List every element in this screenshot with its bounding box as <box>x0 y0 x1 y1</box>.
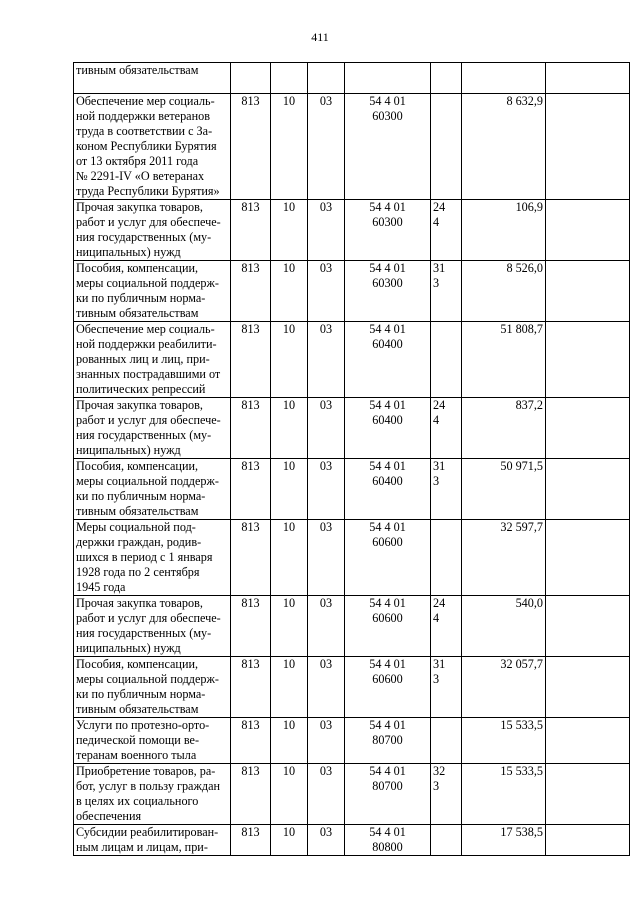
row-subsection-code-line <box>310 63 342 78</box>
row-ved-code-line: 813 <box>241 94 260 108</box>
row-name-line: ния государственных (му- <box>76 428 212 442</box>
row-target-article-line: 54 4 01 <box>369 657 406 671</box>
row-ved-code-line: 813 <box>241 322 260 336</box>
row-target-article-line: 60400 <box>372 474 403 488</box>
row-subsection-code-line: 03 <box>319 520 333 534</box>
row-name-line: бот, услуг в пользу граждан <box>76 779 221 793</box>
row-target-article-line: 54 4 01 <box>369 459 406 473</box>
row-section-code-line: 10 <box>282 322 296 336</box>
row-amount-line: 837,2 <box>515 398 543 412</box>
budget-table <box>73 62 630 856</box>
row-empty-column <box>546 63 630 94</box>
row-section-code <box>271 200 308 261</box>
row-ved-code <box>231 261 271 322</box>
row-name-line: 1928 года по 2 сентября <box>76 565 200 579</box>
row-name-line: Обеспечение мер социаль- <box>76 94 215 108</box>
row-section-code-line: 10 <box>282 718 296 732</box>
row-name-line: от 13 октября 2011 года <box>76 154 199 168</box>
row-target-article <box>345 596 431 657</box>
row-empty-column-line <box>548 63 627 78</box>
row-name-line: тивным обязательствам <box>76 63 199 77</box>
row-subsection-code-line: 03 <box>319 718 333 732</box>
row-amount-line: 15 533,5 <box>500 718 543 732</box>
row-name-line: Пособия, компенсации, <box>76 459 199 473</box>
row-name-line: ки по публичным норма- <box>76 291 206 305</box>
row-name-line: труда в соответствии с За- <box>76 124 213 138</box>
row-name-line: меры социальной поддерж- <box>76 276 219 290</box>
row-name-line: обеспечения <box>76 809 142 823</box>
row-name <box>74 261 231 322</box>
row-amount-line: 50 971,5 <box>500 459 543 473</box>
row-amount <box>462 520 546 596</box>
row-expense-type-line: 31 <box>433 459 446 473</box>
row-subsection-code-line: 03 <box>319 657 333 671</box>
row-amount-line: 15 533,5 <box>500 764 543 778</box>
row-target-article-line: 60300 <box>372 215 403 229</box>
row-name <box>74 63 231 94</box>
row-section-code-line: 10 <box>282 94 296 108</box>
row-target-article-line: 60600 <box>372 535 403 549</box>
row-expense-type-line <box>433 109 459 124</box>
row-target-article <box>345 94 431 200</box>
row-section-code-line: 10 <box>282 200 296 214</box>
row-target-article-line: 54 4 01 <box>369 200 406 214</box>
row-expense-type-line <box>433 94 459 109</box>
row-target-article-line: 60400 <box>372 413 403 427</box>
row-name-line: коном Республики Бурятия <box>76 139 217 153</box>
row-name <box>74 764 231 825</box>
row-name-line: политических репрессий <box>76 382 206 396</box>
row-empty-column <box>546 322 630 398</box>
row-target-article-line: 54 4 01 <box>369 322 406 336</box>
row-empty-column-line <box>548 657 627 672</box>
row-name-line: работ и услуг для обеспече- <box>76 611 221 625</box>
row-subsection-code <box>308 63 345 94</box>
row-amount-line: 8 526,0 <box>506 261 543 275</box>
row-name-line: Пособия, компенсации, <box>76 261 199 275</box>
row-subsection-code <box>308 825 345 856</box>
row-target-article-line: 60600 <box>372 611 403 625</box>
row-ved-code <box>231 398 271 459</box>
row-amount <box>462 261 546 322</box>
row-ved-code <box>231 200 271 261</box>
row-subsection-code-line: 03 <box>319 200 333 214</box>
row-amount-line: 17 538,5 <box>500 825 543 839</box>
row-name-line: работ и услуг для обеспече- <box>76 215 221 229</box>
row-expense-type-line: 4 <box>433 611 440 625</box>
row-ved-code <box>231 596 271 657</box>
row-target-article-line: 54 4 01 <box>369 261 406 275</box>
row-amount-line <box>464 63 543 78</box>
row-target-article <box>345 322 431 398</box>
row-ved-code <box>231 63 271 94</box>
row-target-article <box>345 63 431 94</box>
row-target-article-line: 54 4 01 <box>369 718 406 732</box>
row-subsection-code <box>308 261 345 322</box>
row-target-article-line: 54 4 01 <box>369 596 406 610</box>
row-empty-column-line <box>548 94 627 109</box>
row-expense-type-line <box>433 78 459 93</box>
row-expense-type-line: 3 <box>433 474 440 488</box>
row-subsection-code-line: 03 <box>319 322 333 336</box>
row-subsection-code <box>308 200 345 261</box>
row-empty-column <box>546 596 630 657</box>
row-subsection-code-line: 03 <box>319 764 333 778</box>
row-expense-type-line: 3 <box>433 672 440 686</box>
row-name-line: меры социальной поддерж- <box>76 672 219 686</box>
row-name-line: Обеспечение мер социаль- <box>76 322 215 336</box>
row-subsection-code <box>308 657 345 718</box>
table-row <box>74 718 630 764</box>
row-name-line: 1945 года <box>76 580 126 594</box>
row-expense-type-line <box>433 63 459 78</box>
row-section-code <box>271 596 308 657</box>
row-empty-column-line <box>548 200 627 215</box>
row-name-line: ниципальных) нужд <box>76 245 181 259</box>
row-name-line: тивным обязательствам <box>76 504 199 518</box>
row-subsection-code-line: 03 <box>319 825 333 839</box>
row-expense-type <box>431 657 462 718</box>
row-subsection-code-line: 03 <box>319 261 333 275</box>
table-row <box>74 322 630 398</box>
row-subsection-code <box>308 459 345 520</box>
row-name-line: ным лицам и лицам, при- <box>76 840 208 854</box>
row-name-line: ной поддержки реабилити- <box>76 337 217 351</box>
row-section-code <box>271 718 308 764</box>
row-subsection-code <box>308 398 345 459</box>
row-target-article-line: 60300 <box>372 109 403 123</box>
row-name-line: Меры социальной под- <box>76 520 196 534</box>
row-section-code <box>271 520 308 596</box>
row-amount <box>462 322 546 398</box>
row-expense-type-line <box>433 535 459 550</box>
row-name-line: держки граждан, родив- <box>76 535 202 549</box>
row-amount <box>462 200 546 261</box>
row-name-line: знанных пострадавшими от <box>76 367 221 381</box>
budget-table-body <box>74 63 630 856</box>
row-subsection-code-line: 03 <box>319 94 333 108</box>
row-amount <box>462 398 546 459</box>
row-name <box>74 398 231 459</box>
row-ved-code <box>231 764 271 825</box>
row-empty-column-line <box>548 322 627 337</box>
row-expense-type-line <box>433 520 459 535</box>
row-amount <box>462 718 546 764</box>
row-empty-column <box>546 459 630 520</box>
row-expense-type-line <box>433 718 459 733</box>
row-expense-type <box>431 459 462 520</box>
row-target-article-line: 60400 <box>372 337 403 351</box>
row-section-code-line: 10 <box>282 764 296 778</box>
row-target-article-line: 60300 <box>372 276 403 290</box>
row-ved-code <box>231 825 271 856</box>
row-target-article <box>345 261 431 322</box>
row-amount <box>462 657 546 718</box>
row-name <box>74 94 231 200</box>
row-expense-type <box>431 596 462 657</box>
row-subsection-code <box>308 764 345 825</box>
row-expense-type <box>431 261 462 322</box>
table-row <box>74 459 630 520</box>
row-name <box>74 520 231 596</box>
row-name <box>74 459 231 520</box>
row-ved-code-line: 813 <box>241 825 260 839</box>
row-section-code-line: 10 <box>282 459 296 473</box>
row-empty-column <box>546 657 630 718</box>
table-row <box>74 398 630 459</box>
row-target-article <box>345 398 431 459</box>
row-ved-code-line <box>233 63 268 78</box>
row-name-line: труда Республики Бурятия» <box>76 184 220 198</box>
row-name <box>74 322 231 398</box>
row-subsection-code <box>308 322 345 398</box>
row-name-line: теранам военного тыла <box>76 748 197 762</box>
row-ved-code-line: 813 <box>241 200 260 214</box>
table-row <box>74 764 630 825</box>
row-ved-code-line: 813 <box>241 596 260 610</box>
row-name-line: в целях их социального <box>76 794 199 808</box>
row-subsection-code <box>308 718 345 764</box>
row-empty-column <box>546 764 630 825</box>
row-empty-column-line <box>548 459 627 474</box>
row-section-code <box>271 825 308 856</box>
row-name-line: ки по публичным норма- <box>76 489 206 503</box>
row-ved-code-line: 813 <box>241 398 260 412</box>
row-section-code-line: 10 <box>282 657 296 671</box>
table-row <box>74 657 630 718</box>
table-row <box>74 825 630 856</box>
row-target-article-line: 60600 <box>372 672 403 686</box>
row-expense-type-line: 31 <box>433 261 446 275</box>
row-empty-column <box>546 825 630 856</box>
row-name-line: тивным обязательствам <box>76 702 199 716</box>
row-expense-type <box>431 63 462 94</box>
table-row <box>74 94 630 200</box>
row-expense-type-line <box>433 825 459 840</box>
row-ved-code <box>231 459 271 520</box>
row-subsection-code <box>308 596 345 657</box>
row-expense-type-line: 31 <box>433 657 446 671</box>
row-expense-type-line: 32 <box>433 764 446 778</box>
row-section-code-line: 10 <box>282 398 296 412</box>
row-target-article <box>345 520 431 596</box>
row-empty-column-line <box>548 825 627 840</box>
row-section-code <box>271 657 308 718</box>
row-name-line: ния государственных (му- <box>76 626 212 640</box>
row-name-line: меры социальной поддерж- <box>76 474 219 488</box>
row-target-article <box>345 200 431 261</box>
row-ved-code-line: 813 <box>241 657 260 671</box>
row-name-line: ниципальных) нужд <box>76 443 181 457</box>
row-ved-code-line: 813 <box>241 459 260 473</box>
row-name-line: рованных лиц и лиц, при- <box>76 352 210 366</box>
row-target-article-line <box>347 63 428 78</box>
row-section-code-line: 10 <box>282 596 296 610</box>
row-expense-type-line <box>433 337 459 352</box>
row-section-code-line: 10 <box>282 261 296 275</box>
row-amount <box>462 63 546 94</box>
row-name-line: педической помощи ве- <box>76 733 200 747</box>
row-name-line: ной поддержки ветеранов <box>76 109 210 123</box>
table-row <box>74 63 630 94</box>
row-ved-code <box>231 322 271 398</box>
row-empty-column <box>546 94 630 200</box>
row-ved-code <box>231 520 271 596</box>
row-section-code <box>271 63 308 94</box>
row-name-line: № 2291-IV «О ветеранах <box>76 169 205 183</box>
row-section-code-line: 10 <box>282 825 296 839</box>
row-section-code-line <box>273 63 305 78</box>
row-amount-line: 540,0 <box>515 596 543 610</box>
row-expense-type <box>431 322 462 398</box>
row-target-article <box>345 657 431 718</box>
row-target-article <box>345 718 431 764</box>
row-expense-type-line: 4 <box>433 215 440 229</box>
row-empty-column <box>546 398 630 459</box>
table-row <box>74 520 630 596</box>
row-section-code <box>271 322 308 398</box>
row-expense-type-line: 3 <box>433 276 440 290</box>
row-expense-type <box>431 200 462 261</box>
row-section-code <box>271 764 308 825</box>
row-expense-type <box>431 718 462 764</box>
row-amount-line: 51 808,7 <box>500 322 543 336</box>
row-expense-type-line <box>433 733 459 748</box>
row-name-line: Прочая закупка товаров, <box>76 200 203 214</box>
row-name <box>74 825 231 856</box>
row-empty-column <box>546 520 630 596</box>
row-name <box>74 657 231 718</box>
row-expense-type-line <box>433 840 459 855</box>
row-target-article-line: 54 4 01 <box>369 520 406 534</box>
row-ved-code-line: 813 <box>241 764 260 778</box>
row-section-code-line: 10 <box>282 520 296 534</box>
row-subsection-code <box>308 94 345 200</box>
row-subsection-code-line: 03 <box>319 459 333 473</box>
row-expense-type <box>431 764 462 825</box>
row-target-article-line <box>347 78 428 93</box>
row-expense-type <box>431 520 462 596</box>
row-target-article-line: 54 4 01 <box>369 764 406 778</box>
row-target-article <box>345 825 431 856</box>
row-expense-type-line: 4 <box>433 413 440 427</box>
row-subsection-code <box>308 520 345 596</box>
row-name <box>74 596 231 657</box>
row-expense-type-line: 24 <box>433 596 446 610</box>
row-subsection-code-line: 03 <box>319 596 333 610</box>
row-target-article <box>345 764 431 825</box>
row-name-line: шихся в период с 1 января <box>76 550 213 564</box>
row-name-line: Услуги по протезно-орто- <box>76 718 210 732</box>
row-empty-column-line <box>548 520 627 535</box>
row-ved-code-line: 813 <box>241 718 260 732</box>
row-target-article <box>345 459 431 520</box>
row-expense-type-line <box>433 322 459 337</box>
row-name-line: Прочая закупка товаров, <box>76 398 203 412</box>
row-expense-type-line: 3 <box>433 779 440 793</box>
row-section-code <box>271 459 308 520</box>
row-ved-code-line: 813 <box>241 261 260 275</box>
table-row <box>74 261 630 322</box>
row-empty-column <box>546 718 630 764</box>
row-amount-line: 8 632,9 <box>506 94 543 108</box>
row-empty-column <box>546 200 630 261</box>
row-target-article-line: 80700 <box>372 733 403 747</box>
row-target-article-line: 80700 <box>372 779 403 793</box>
row-name <box>74 200 231 261</box>
row-empty-column-line <box>548 718 627 733</box>
row-expense-type-line: 24 <box>433 398 446 412</box>
row-name-line: Пособия, компенсации, <box>76 657 199 671</box>
row-section-code <box>271 398 308 459</box>
row-amount-line: 106,9 <box>515 200 543 214</box>
row-ved-code <box>231 718 271 764</box>
row-target-article-line: 54 4 01 <box>369 398 406 412</box>
row-name-line: тивным обязательствам <box>76 306 199 320</box>
row-name-line: работ и услуг для обеспече- <box>76 413 221 427</box>
table-row <box>74 596 630 657</box>
row-name-line: ния государственных (му- <box>76 230 212 244</box>
row-empty-column-line <box>548 261 627 276</box>
row-target-article-line: 54 4 01 <box>369 825 406 839</box>
row-empty-column <box>546 261 630 322</box>
row-subsection-code-line: 03 <box>319 398 333 412</box>
row-section-code <box>271 94 308 200</box>
row-empty-column-line <box>548 764 627 779</box>
row-empty-column-line <box>548 398 627 413</box>
row-expense-type <box>431 825 462 856</box>
row-amount <box>462 459 546 520</box>
row-expense-type <box>431 94 462 200</box>
row-name-line: Прочая закупка товаров, <box>76 596 203 610</box>
row-name <box>74 718 231 764</box>
row-amount <box>462 596 546 657</box>
row-target-article-line: 54 4 01 <box>369 94 406 108</box>
row-amount <box>462 764 546 825</box>
row-name-line: Субсидии реабилитирован- <box>76 825 219 839</box>
row-amount-line: 32 057,7 <box>500 657 543 671</box>
row-amount <box>462 825 546 856</box>
table-row <box>74 200 630 261</box>
row-name-line: ки по публичным норма- <box>76 687 206 701</box>
row-ved-code-line: 813 <box>241 520 260 534</box>
row-empty-column-line <box>548 596 627 611</box>
row-expense-type <box>431 398 462 459</box>
row-amount-line: 32 597,7 <box>500 520 543 534</box>
row-name-line: Приобретение товаров, ра- <box>76 764 216 778</box>
row-expense-type-line: 24 <box>433 200 446 214</box>
row-section-code <box>271 261 308 322</box>
row-target-article-line: 80800 <box>372 840 403 854</box>
row-ved-code <box>231 657 271 718</box>
row-name-line: ниципальных) нужд <box>76 641 181 655</box>
row-amount <box>462 94 546 200</box>
row-ved-code <box>231 94 271 200</box>
page-number: 411 <box>311 30 329 44</box>
